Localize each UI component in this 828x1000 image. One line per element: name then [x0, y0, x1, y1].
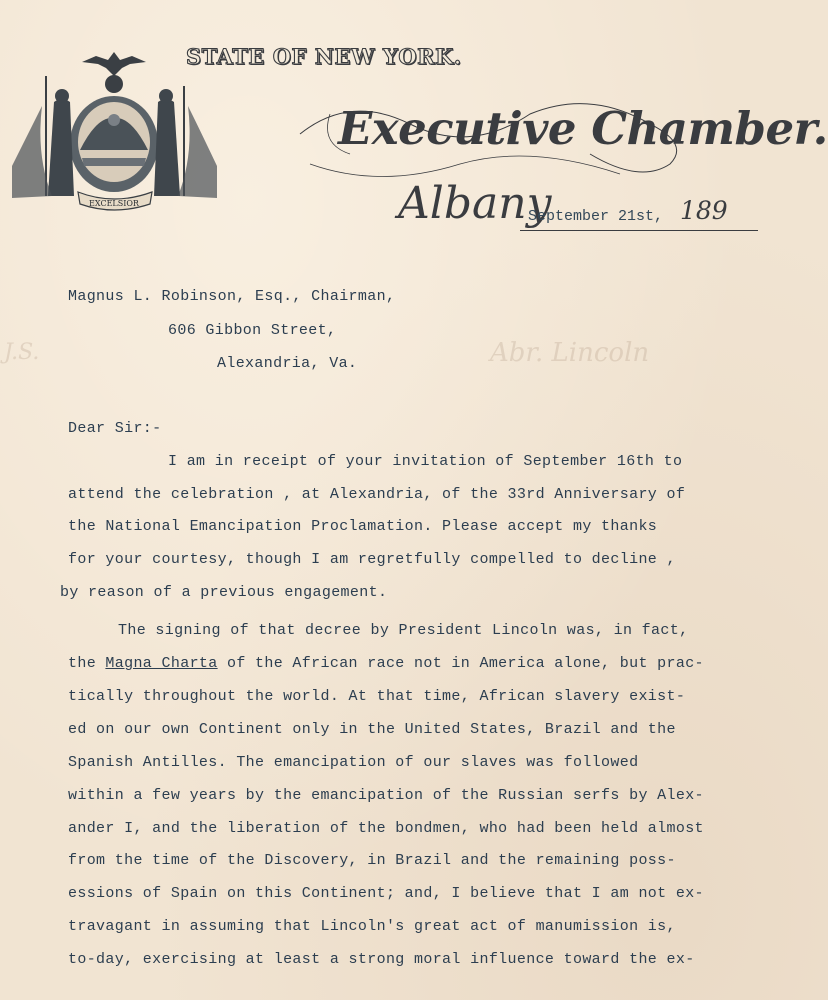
letterhead-state-title: STATE OF NEW YORK. — [186, 44, 462, 69]
paragraph-2-line — [68, 655, 704, 672]
date-year-prefix: 189 — [680, 196, 728, 225]
new-york-state-seal — [12, 46, 217, 218]
text-run: of the African race not in America alone, but prac- — [217, 655, 704, 672]
text-run: the — [68, 655, 106, 672]
faint-pencil-mark-left: J.S. — [4, 340, 40, 365]
paragraph-2-line: within a few years by the emancipation of the Russian serfs by Alex- — [68, 787, 704, 804]
paragraph-2-line: Spanish Antilles. The emancipation of our slaves was followed — [68, 754, 639, 771]
faint-pencil-mark-right: Abr. Lincoln — [490, 338, 650, 368]
paragraph-2-line: ed on our own Continent only in the United States, Brazil and the — [68, 721, 676, 738]
paragraph-2-line: tically throughout the world. At that time, African slavery exist- — [68, 688, 686, 705]
address-line-2: 606 Gibbon Street, — [168, 322, 337, 339]
paragraph-1-line: the National Emancipation Proclamation. Please accept my thanks — [68, 518, 658, 535]
address-line-1: Magnus L. Robinson, Esq., Chairman, — [68, 288, 396, 305]
paragraph-1-line: attend the celebration , at Alexandria, of the 33rd Anniversary of — [68, 486, 686, 503]
seal-motto: EXCELSIOR — [89, 199, 139, 208]
paragraph-1-line: for your courtesy, though I am regretfully compelled to decline , — [68, 551, 676, 568]
paragraph-1-line: I am in receipt of your invitation of September 16th to — [168, 453, 683, 470]
paragraph-2-line: travagant in assuming that Lincoln's great act of manumission is, — [68, 918, 676, 935]
address-line-3: Alexandria, Va. — [217, 355, 358, 372]
paragraph-2-line: to-day, exercising at least a strong moral influence toward the ex- — [68, 951, 695, 968]
magna-charta-underlined: Magna Charta — [105, 655, 218, 672]
paragraph-2-line: essions of Spain on this Continent; and, I believe that I am not ex- — [68, 885, 704, 902]
paragraph-1-line: by reason of a previous engagement. — [60, 584, 388, 601]
salutation: Dear Sir:- — [68, 420, 162, 437]
letterhead-executive-chamber: Executive Chamber. — [338, 102, 828, 155]
date-typed: September 21st, — [528, 208, 664, 225]
date-underline — [520, 230, 758, 231]
paragraph-2-line: ander I, and the liberation of the bondmen, who had been held almost — [68, 820, 704, 837]
paragraph-2-line: from the time of the Discovery, in Brazil and the remaining poss- — [68, 852, 676, 869]
paragraph-2-line: The signing of that decree by President Lincoln was, in fact, — [118, 622, 689, 639]
letterhead-city: Albany — [398, 178, 552, 229]
